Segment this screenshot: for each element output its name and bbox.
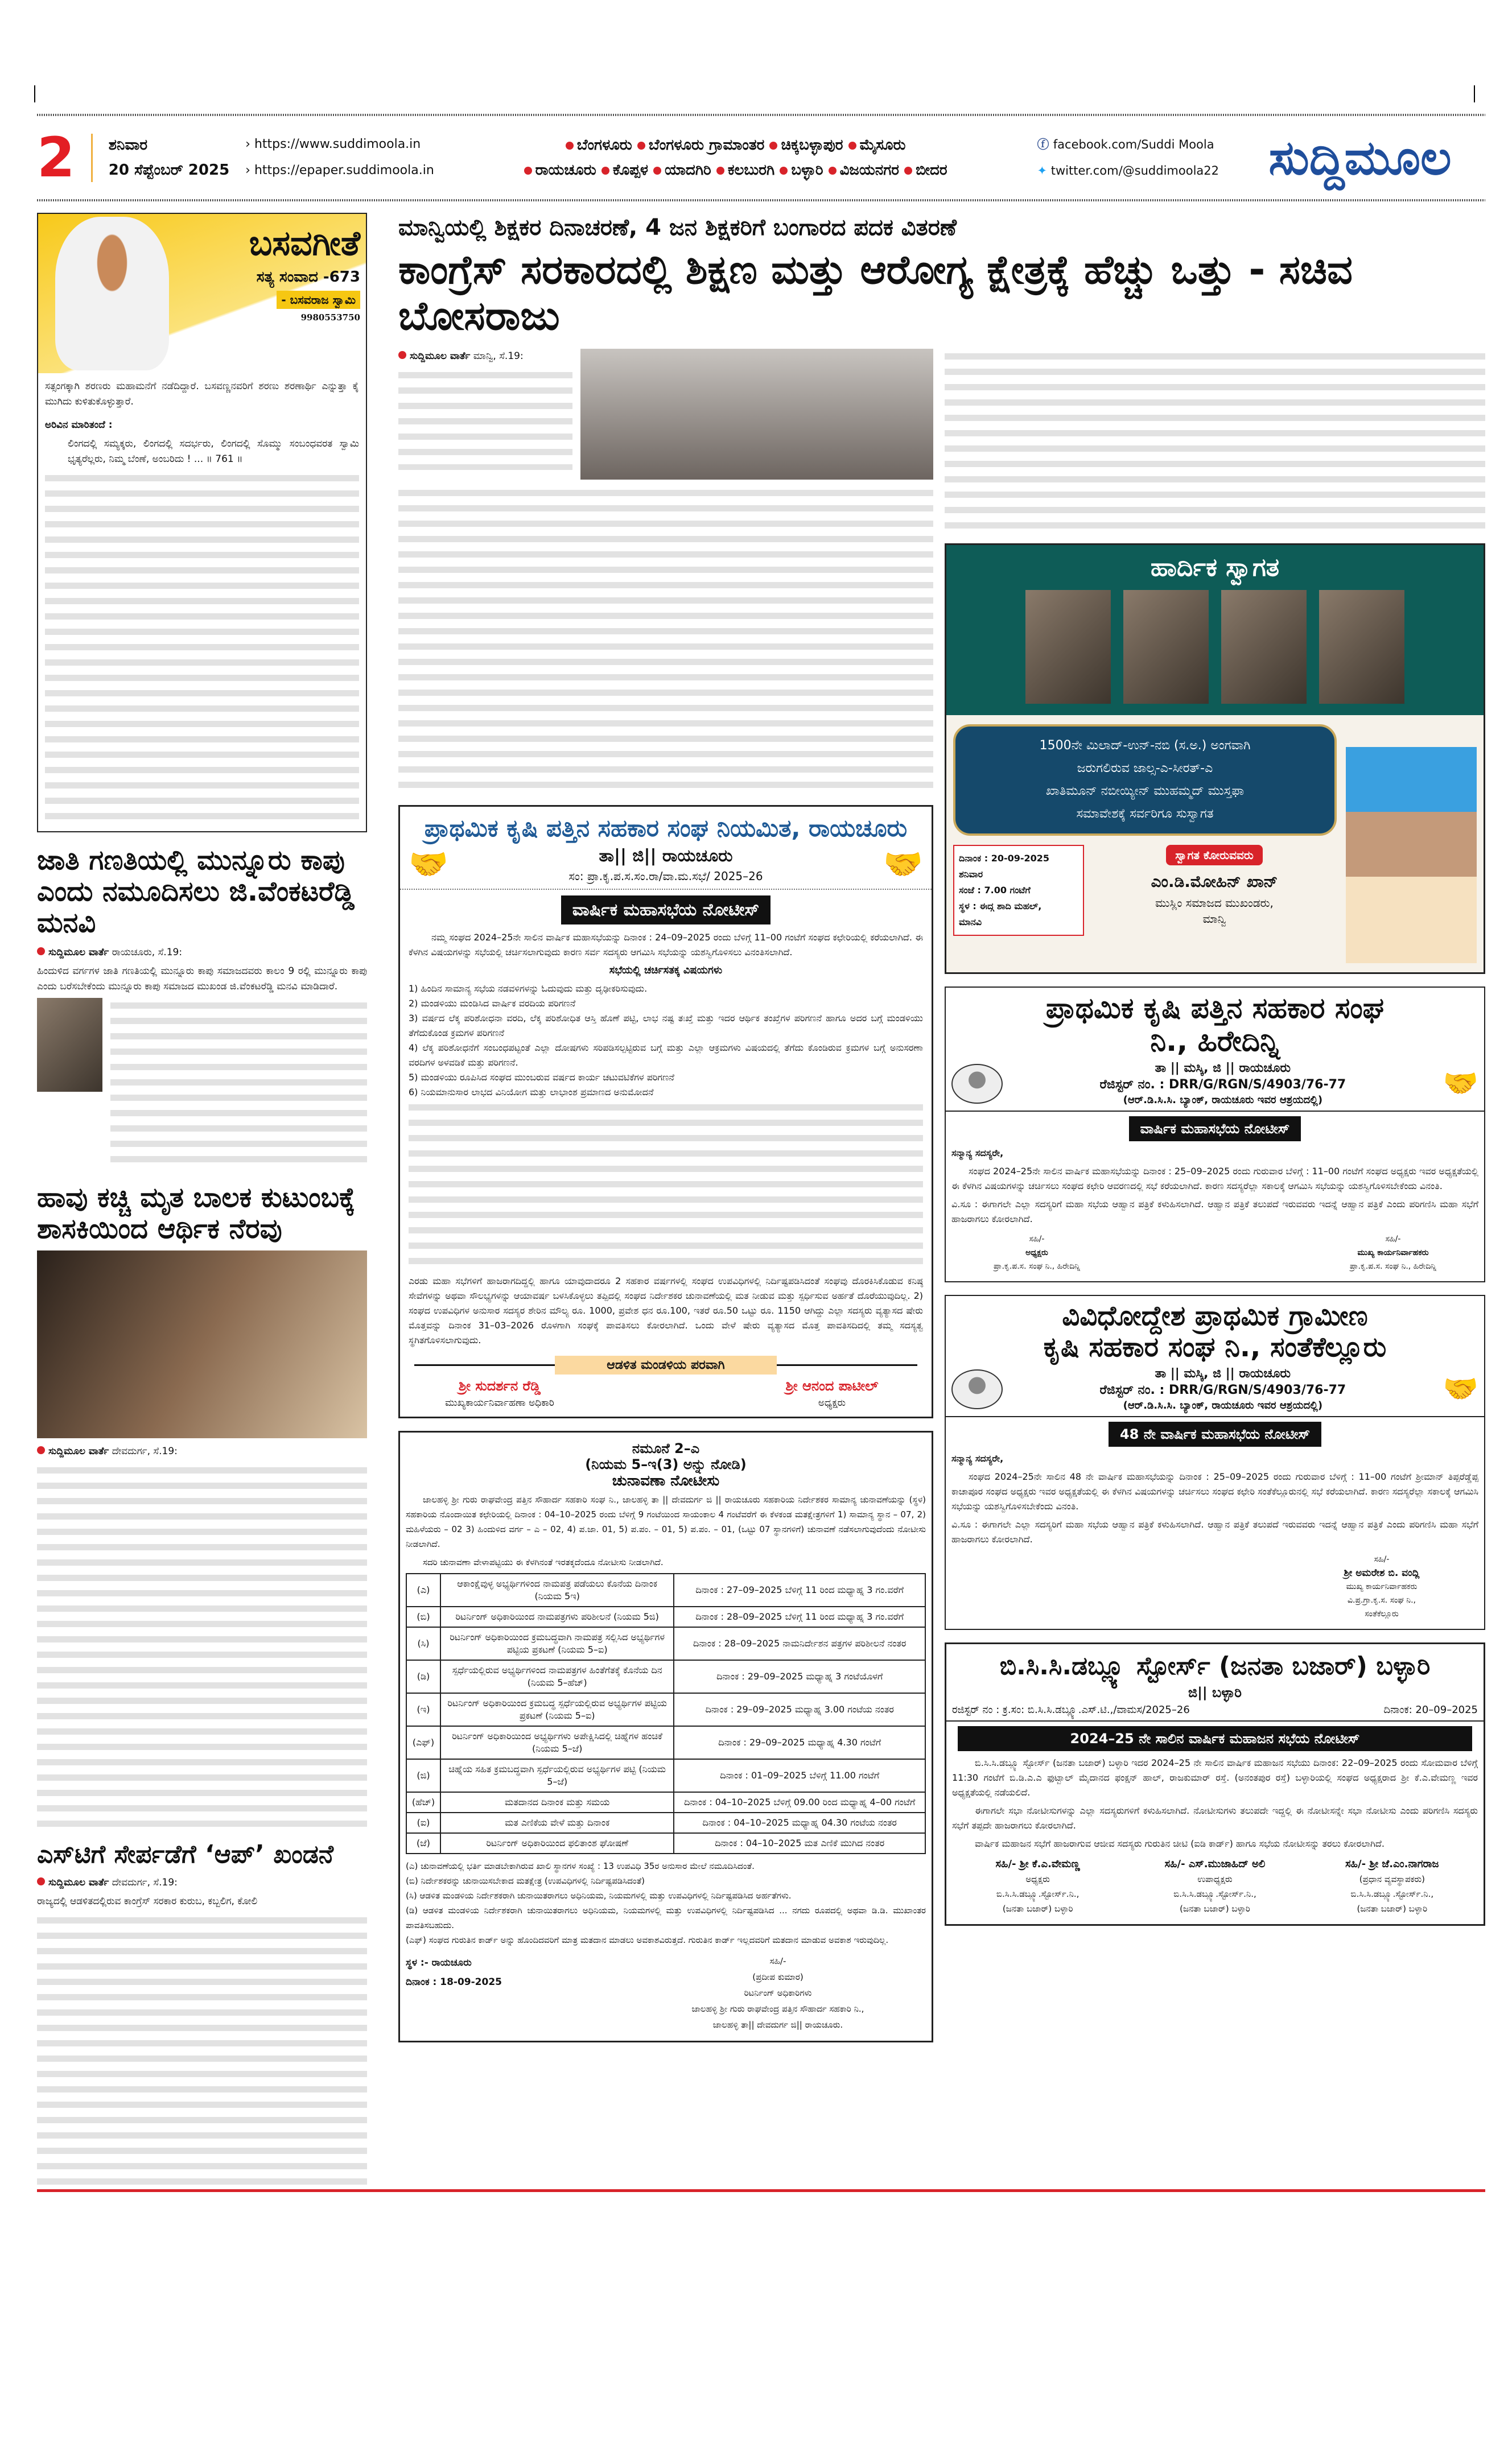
lead-body xyxy=(398,349,933,480)
schedule-item: ಆಕಾಂಕ್ಷೆವುಳ್ಳ ಅಭ್ಯರ್ಥಿಗಳಿಂದ ನಾಮಪತ್ರ ಪಡೆಯಲು ಕೊನೆಯ ದಿನಾಂಕ (ನಿಯಮ 5ಇ) xyxy=(440,1574,674,1607)
schedule-k: (ಇ) xyxy=(406,1693,440,1726)
board-label: ಆಡಳಿತ ಮಂಡಳಿಯ ಪರವಾಗಿ xyxy=(555,1356,777,1375)
title-line: ವಿವಿಧೋದ್ದೇಶ ಪ್ರಾಥಮಿಕ ಗ್ರಾಮೀಣ xyxy=(1062,1300,1368,1332)
schedule-item: ಚಿಹ್ನೆಯ ಸಹಿತ ಕ್ರಮಬದ್ಧವಾಗಿ ಸ್ಪರ್ಧೆಯಲ್ಲಿರುವ ಅಭ್ಯರ್ಥಿಗಳ ಪಟ್ಟಿ (ನಿಯಮ 5–ಜೆ) xyxy=(440,1759,674,1792)
signature-line: (ಪ್ರಧಾನ ವ್ಯವಸ್ಥಾಪಕರು) xyxy=(1359,1873,1425,1884)
schedule-row xyxy=(406,1726,925,1759)
banner-wrap xyxy=(409,895,923,924)
city: ವಿಜಯನಗರ xyxy=(829,162,904,179)
dateline: ದೇವದುರ್ಗ, ಸೆ.19: xyxy=(112,1876,178,1888)
schedule-when: ದಿನಾಂಕ : 28–09–2025 ನಾಮನಿರ್ದೇಶನ ಪತ್ರಗಳ ಪರಿಶೀಲನೆ ನಂತರ xyxy=(674,1627,925,1660)
schedule-when: ದಿನಾಂಕ : 29–09–2025 ಮಧ್ಯಾಹ್ನ 3 ಗಂಟೆಯೊಳಗೆ xyxy=(674,1660,925,1693)
signature-line: ಬಿ.ಸಿ.ಸಿ.ಡಬ್ಲ್ಯೂ.ಸ್ಟೋರ್ಸ್.ನಿ., xyxy=(1350,1888,1434,1899)
notice-title xyxy=(951,1301,1478,1363)
agenda-item: 5) ಮಂಡಳಿಯು ರೂಪಿಸಿದ ಸಂಘದ ಮುಂಬರುವ ವರ್ಷದ ಕಾರ್ಯ ಚಟುವಟಿಕೆಗಳ ಪರಿಗಣನೆ xyxy=(409,1072,674,1083)
lead-kicker: ಮಾನ್ವಿಯಲ್ಲಿ ಶಿಕ್ಷಕರ ದಿನಾಚರಣೆ, 4 ಜನ ಶಿಕ್ಷಕರಿಗೆ ಬಂಗಾರದ ಪದಕ ವಿತರಣೆ xyxy=(398,214,957,241)
basava-verse: ಲಿಂಗದಲ್ಲಿ ಸಮ್ಯಕ್ಕರು, ಲಿಂಗದಲ್ಲಿ ಸದರ್ಭರು, ಲಿಂಗದಲ್ಲಿ ಸೊಮ್ಮು ಸಂಬಂಧವರತ ಸ್ವಾಮಿ ಭೃತ್ಯರೆಲ್ಲರು, ನಿಮ್ಮ ಬೆಂಣೆ, ಅಂಬರಿದು ! ... ॥ 761 ॥ xyxy=(68,438,359,465)
schedule-row xyxy=(406,1627,925,1660)
schedule-item: ಮತದಾನದ ದಿನಾಂಕ ಮತ್ತು ಸಮಯ xyxy=(440,1792,674,1813)
page-body xyxy=(37,213,1485,2186)
bullet-icon xyxy=(398,351,406,359)
notice-place: ತಾ || ಮಸ್ಕಿ, ಜಿ || ರಾಯಚೂರು xyxy=(1155,1367,1291,1381)
lead-body-lines xyxy=(398,368,572,470)
caste-story xyxy=(37,945,367,1169)
signature-line: ಜಾಲಹಳ್ಳಿ ಶ್ರೀ ಗುರು ರಾಘವೇಂದ್ರ ಪತ್ತಿನ ಸೌಹಾರ್ದ ಸಹಕಾರಿ ನಿ., xyxy=(691,2004,864,2015)
paragraph: ವಾರ್ಷಿಕ ಮಹಾಜನ ಸಭೆಗೆ ಹಾಜರಾಗುವ ಆಜೀವ ಸದಸ್ಯರು ಗುರುತಿನ ಚೀಟಿ (ಐಡಿ ಕಾರ್ಡ್) ಹಾಗೂ ಸಭೆಯ ನೋಟೀಸನ್ನು ತರಲು ಕೋರಲಾಗಿದೆ. xyxy=(975,1838,1385,1849)
crop-mark xyxy=(1474,85,1475,102)
basava-banner xyxy=(38,214,366,373)
byline-line xyxy=(37,1444,367,1459)
ad-line: ಜರುಗಲಿರುವ ಜಾಲ್ಸ-ಎ-ಸೀರತ್-ಎ xyxy=(1077,761,1213,775)
notice-intro: ನಮ್ಮ ಸಂಘದ 2024–25ನೇ ಸಾಲಿನ ವಾರ್ಷಿಕ ಮಹಾಸಭೆಯನ್ನು ದಿನಾಂಕ : 24–09–2025 ರಂದು ಬೆಳಿಗ್ಗೆ 11–00 ಗಂಟೆಗೆ ಸಂಘದ ಕಛೇರಿಯಲ್ಲಿ ಕರೆಯಲಾಗಿದೆ. ಈ ಕೆಳಗಿನ ವಿಷಯಗಳನ್ನು ಸಭೆಯಲ್ಲಿ ಚರ್ಚಿಸಲಾಗುವುದು ಕಾರಣ ಸರ್ವ ಸದಸ್ಯರು ಆಗಮಿಸಿ ಸಭೆಯನ್ನು ಯಶಸ್ವಿಗೊಳಿಸಲು ವಿನಂತಿಸಲಾಗಿದೆ. xyxy=(409,932,923,958)
issue-info xyxy=(109,133,229,183)
notice-ref: ಸಂ: ಪ್ರಾ.ಕೃ.ಪ.ಸ.ಸಂ.ರಾ/ವಾ.ಮ.ಸಭೆ/ 2025–26 xyxy=(568,869,763,883)
notice-banner: ವಾರ್ಷಿಕ ಮಹಾಸಭೆಯ ನೋಟೀಸ್ xyxy=(561,895,771,924)
salutation: ಸನ್ಮಾನ್ಯ ಸದಸ್ಯರೇ, xyxy=(951,1148,1004,1158)
handshake-icon: 🤝 xyxy=(1443,1067,1478,1100)
left-column xyxy=(37,213,367,2186)
header-bottom-rule xyxy=(37,199,1485,201)
notice-text: ಸಂಘದ 2024–25ನೇ ಸಾಲಿನ 48 ನೇ ವಾರ್ಷಿಕ ಮಹಾಸಭೆಯನ್ನು ದಿನಾಂಕ : 25–09–2025 ರಂದು ಗುರುವಾರ ಬೆಳಿಗ್ಗೆ : 11–00 ಗಂಟೆಗೆ ಶ್ರೀಮಾನ್ ತಿಪ್ಪರೆಡ್ಡೆಪ್ಪ ಕಾಚಾಪೂರ ಸಂಘದ ಅಧ್ಯಕ್ಷರು ಇವರ ಅಧ್ಯಕ್ಷತೆಯಲ್ಲಿ ಈ ಕೆಳಗಿನ ವಿಷಯಗಳನ್ನು ಚರ್ಚಿಸಲು ಸಂಘದ ಕಛೇರಿ ಸಂತೆಕೆಲ್ಲೂರುನಲ್ಲಿ ಸಭೆ ಕರೆಯಲಾಗಿದೆ. ಕಾರಣ ಸದಸ್ಯರೆಲ್ಲಾ ಸಕಾಲಕ್ಕೆ ಆಗಮಿಸಿ ಸಭೆಯನ್ನು ಯಶಸ್ವಿಗೊಳಿಸಬೇಕೆಂದು ವಿನಂತಿ. xyxy=(951,1471,1478,1512)
right-column xyxy=(945,349,1485,1938)
schedule-item: ರಿಟರ್ನಿಂಗ್ ಅಧಿಕಾರಿಯಿಂದ ಕ್ರಮಬದ್ಧವಾಗಿ ನಾಮಪತ್ರ ಸಲ್ಲಿಸಿದ ಅಭ್ಯರ್ಥಿಗಳ ಪಟ್ಟಿಯ ಪ್ರಕಟಣೆ (ನಿಯಮ 5–ಐ) xyxy=(440,1627,674,1660)
schedule-item: ರಿಟರ್ನಿಂಗ್ ಅಧಿಕಾರಿಯಿಂದ ಕ್ರಮಬದ್ಧ ಸ್ಪರ್ಧೆಯಲ್ಲಿರುವ ಅಭ್ಯರ್ಥಿಗಳ ಪಟ್ಟಿಯ ಪ್ರಕಟಣೆ (ನಿಯಮ 5–ಐ) xyxy=(440,1693,674,1726)
election-date: ದಿನಾಂಕ : 18-09-2025 xyxy=(406,1976,502,1988)
links xyxy=(245,131,434,184)
ad-title: ಹಾರ್ದಿಕ ಸ್ವಾಗತ xyxy=(1150,553,1280,582)
edition-cities-row1 xyxy=(450,133,1021,158)
event-time: ಸಂಜೆ : 7.00 ಗಂಟೆಗೆ xyxy=(959,885,1031,895)
city: ಕಲಬುರಗಿ xyxy=(716,162,780,179)
notice-body xyxy=(951,1146,1478,1227)
election-note: (ಸಿ) ಆಡಳಿತ ಮಂಡಳಿಯ ನಿರ್ದೇಶಕರಾಗಿ ಚುನಾಯಿತರಾಗಲು ಅಧಿನಿಯಮ, ನಿಯಮಗಳಲ್ಲಿ ಮತ್ತು ಉಪವಿಧಿಗಳಲ್ಲಿ ನಿರ್ದಿಷ್ಟಪಡಿಸಿದ ಅರ್ಹತೆಗಳು. xyxy=(406,1891,792,1901)
schedule-row xyxy=(406,1813,925,1833)
signature-line: (ಜನತಾ ಬಜಾರ್) ಬಳ್ಳಾರಿ xyxy=(1180,1903,1250,1914)
signature-line: ಅಧ್ಯಕ್ಷರು xyxy=(1025,1873,1050,1884)
election-note: (ಡಿ) ಆಡಳಿತ ಮಂಡಳಿಯ ನಿರ್ದೇಶಕರಾಗಿ ಚುನಾಯಿತರಾಗಲು ಅಧಿನಿಯಮ, ನಿಯಮಗಳಲ್ಲಿ ಮತ್ತು ಉಪವಿಧಿಗಳಲ್ಲಿ ನಿರ್ದಿಷ್ಟಪಡಿಸಿದ ... ನಗದು ರೂಪದಲ್ಲಿ ಅಥವಾ ಡಿ.ಡಿ. ಮುಖಾಂತರ ಪಾವತಿಸಬಹುದು. xyxy=(406,1905,926,1931)
lead-photo xyxy=(580,349,933,480)
election-note: (ಎ) ಚುನಾವಣೆಯಲ್ಲಿ ಭರ್ತಿ ಮಾಡಬೇಕಾಗಿರುವ ಖಾಲಿ ಸ್ಥಾನಗಳ ಸಂಖ್ಯೆ : 13 ಉಪವಿಧಿ 35ರ ಅನುಸಾರ ಮೇಲೆ ನಮೂದಿಸಿದಂತೆ. xyxy=(406,1861,755,1872)
raichur-pacs-notice xyxy=(398,805,933,1418)
signature-line: ಸಹಿ/- ಶ್ರೀ ಜೆ.ಎಂ.ನಾಗರಾಜ xyxy=(1345,1858,1439,1870)
signature-line: ಸಹಿ/- ಎಸ್.ಮುಜಾಹಿದ್ ಅಲಿ xyxy=(1164,1858,1266,1870)
basava-subhead: ಅರಿವಿನ ಮಾರಿತಂದೆ : xyxy=(45,419,113,431)
notice-reg: ರೆಜಿಸ್ಟರ್ ನಂ. : DRR/G/RGN/S/4903/76-77 xyxy=(1099,1078,1346,1092)
notice-body xyxy=(951,1451,1478,1547)
signature-block xyxy=(952,1857,1123,1916)
aap-story xyxy=(37,1875,367,2186)
notice-place: ತಾ || ಮಸ್ಕಿ, ಜಿ || ರಾಯಚೂರು xyxy=(1155,1061,1291,1075)
title-line: ಪ್ರಾಥಮಿಕ ಕೃಷಿ ಪತ್ತಿನ ಸಹಕಾರ ಸಂಘ xyxy=(1045,992,1385,1025)
lead-body-lines xyxy=(398,485,933,793)
signature-line: ಬಿ.ಸಿ.ಸಿ.ಡಬ್ಲ್ಯೂ.ಸ್ಟೋರ್ಸ್.ನಿ., xyxy=(1173,1888,1256,1899)
issue-date: 20 ಸೆಪ್ಟೆಂಬರ್ 2025 xyxy=(108,162,230,179)
handshake-icon: 🤝 xyxy=(409,846,448,884)
guest-photo xyxy=(1319,590,1404,704)
election-intro: ಜಾಲಹಳ್ಳಿ ಶ್ರೀ ಗುರು ರಾಘವೇಂದ್ರ ಪತ್ತಿನ ಸೌಹಾರ್ದ ಸಹಕಾರಿ ಸಂಘ ನಿ., ಜಾಲಹಳ್ಳಿ ತಾ || ದೇವದುರ್ಗ ಜಿ || ರಾಯಚೂರು ಸಹಕಾರಿಯ ನಿರ್ದೇಶಕರ ಸಾಮಾನ್ಯ ಚುನಾವಣೆಯನ್ನು (ಸ್ಥಳ) ಸಹಕಾರಿಯ ನೊಂದಾಯಿತ ಕಛೇರಿಯಲ್ಲಿ ದಿನಾಂಕ : 04–10–2025 ರಂದು ಬೆಳಿಗ್ಗೆ 9 ಗಂಟೆಯಿಂದ ಸಾಯಂಕಾಲ 4 ಗಂಟೆವರೆಗೆ ಈ ಕೆಳಕಂಡ ಮತಕ್ಷೇತ್ರಗಳಿಗೆ 1) ಸಾಮಾನ್ಯ ಸ್ಥಾನ – 07, 2) ಮಹಿಳೆಯರು – 02 3) ಹಿಂದುಳಿದ ವರ್ಗ – ಎ – 02, 4) ಪ.ಜಾ. 01, 5) ಪ.ಪಂ. – 01, 5) ಪ.ಪಂ. – 01, (ಒಟ್ಟು 07 ಸ್ಥಾನಗಳಿಗೆ) ಚುನಾವಣೆ ನಡೆಸಲಾಗುವುದೆಂದು ನೋಟೀಸು ನೀಡಲಾಗಿದೆ. xyxy=(406,1495,926,1550)
ad-line: 1500ನೇ ಮಿಲಾದ್-ಉನ್-ನಬಿ (ಸ.ಅ.) ಅಂಗವಾಗಿ xyxy=(1039,738,1251,753)
notice-text: ಸಂಘದ 2024–25ನೇ ಸಾಲಿನ ವಾರ್ಷಿಕ ಮಹಾಸಭೆಯನ್ನು ದಿನಾಂಕ : 25–09–2025 ರಂದು ಗುರುವಾರ ಬೆಳಿಗ್ಗೆ : 11–00 ಗಂಟೆಗೆ ಸಂಘದ ಅಧ್ಯಕ್ಷರು ಇವರ ಅಧ್ಯಕ್ಷತೆಯಲ್ಲಿ ಈ ಕೆಳಗಿನ ವಿಷಯಗಳನ್ನು ಚರ್ಚಿಸಲು ಸಂಘದ ಕಛೇರಿ ಆವರಣದಲ್ಲಿ ಸಭೆ ಕರೆಯಲಾಗಿದೆ. ಕಾರಣ ಸದಸ್ಯರೆಲ್ಲಾ ಸಕಾಲಕ್ಕೆ ಆಗಮಿಸಿ ಸಭೆಯನ್ನು ಯಶಸ್ವಿಗೊಳಿಸಬೇಕೆಂದು ವಿನಂತಿ. xyxy=(951,1166,1478,1191)
notice-title: ಬಿ.ಸಿ.ಸಿ.ಡಬ್ಲ್ಯೂ ಸ್ಟೋರ್ಸ್ (ಜನತಾ ಬಜಾರ್) ಬಳ್ಳಾರಿ xyxy=(999,1652,1431,1681)
lead-headline: ಕಾಂಗ್ರೆಸ್ ಸರಕಾರದಲ್ಲಿ ಶಿಕ್ಷಣ ಮತ್ತು ಆರೋಗ್ಯ ಕ್ಷೇತ್ರಕ್ಕೆ ಹೆಚ್ಚು ಒತ್ತು - ಸಚಿವ ಬೋಸರಾಜು xyxy=(398,246,1353,339)
header-top-rule xyxy=(37,114,1485,116)
event-date: ದಿನಾಂಕ : 20-09-2025 xyxy=(959,853,1050,864)
schedule-item: ರಿಟರ್ನಿಂಗ್ ಅಧಿಕಾರಿಯಿಂದ ಫಲಿತಾಂಶ ಘೋಷಣೆ xyxy=(440,1833,674,1854)
handshake-icon: 🤝 xyxy=(1443,1372,1478,1406)
notice-body xyxy=(409,930,923,1348)
schedule-item: ರಿಟರ್ನಿಂಗ್ ಅಧಿಕಾರಿಯಿಂದ ಅಭ್ಯರ್ಥಿಗಳು ಅಪೇಕ್ಷಿಸಿದಲ್ಲಿ ಚಿಹ್ನೆಗಳ ಹಂಚಿಕೆ (ನಿಯಮ 5–ಜೆ) xyxy=(440,1726,674,1759)
divider xyxy=(946,1111,1484,1112)
footer-rule xyxy=(37,2189,1485,2192)
signature-line: (ಪ್ರದೀಪ ಕುಮಾರ) xyxy=(752,1972,804,1983)
welcome-ad xyxy=(945,543,1485,974)
schedule-when: ದಿನಾಂಕ : 29–09–2025 ಮಧ್ಯಾಹ್ನ 4.30 ಗಂಟೆಗೆ xyxy=(674,1726,925,1759)
signatures xyxy=(952,1857,1478,1916)
election-schedule-table xyxy=(406,1573,926,1854)
schedule-k: (ಹೆಚ್) xyxy=(406,1792,440,1813)
dateline: ದೇವದುರ್ಗ, ಸೆ.19: xyxy=(112,1445,178,1457)
sig-right-role: ಅಧ್ಯಕ್ಷರು xyxy=(818,1397,846,1409)
event-town: ಮಾನವಿ xyxy=(959,917,982,927)
basava-title: ಬಸವಗೀತೆ xyxy=(249,224,360,263)
chevron-right-icon: › xyxy=(245,163,254,178)
lead-body-lines xyxy=(945,349,1485,531)
ad-message-panel xyxy=(953,724,1337,836)
schedule-k: (ಬಿ) xyxy=(406,1607,440,1627)
salutation: ಸನ್ಮಾನ್ಯ ಸದಸ್ಯರೇ, xyxy=(951,1453,1004,1464)
bullet-icon xyxy=(37,1877,45,1885)
schedule-row xyxy=(406,1607,925,1627)
ad-line: ಖಾತಿಮೂನ್ ನಬೀಯ್ಯೀನ್ ಮುಹಮ್ಮದ್ ಮುಸ್ತಫಾ xyxy=(1045,784,1245,798)
notice-place: ತಾ|| ಜಿ|| ರಾಯಚೂರು xyxy=(599,845,733,866)
bullet-icon xyxy=(37,947,45,955)
bullet-icon xyxy=(37,1446,45,1454)
sig-left-role: ಮುಖ್ಯಕಾರ್ಯನಿರ್ವಾಹಣಾ ಅಧಿಕಾರಿ xyxy=(445,1397,554,1409)
twitter-link[interactable]: ✦ twitter.com/@suddimoola22 xyxy=(1037,164,1219,178)
paragraph: ಬಿ.ಸಿ.ಸಿ.ಡಬ್ಲ್ಯೂ ಸ್ಟೋರ್ಸ್ (ಜನತಾ ಬಜಾರ್) ಬಳ್ಳಾರಿ ಇದರ 2024–25 ನೇ ಸಾಲಿನ ವಾರ್ಷಿಕ ಮಹಾಜನ ಸಭೆಯು ದಿನಾಂಕ: 22–09–2025 ರಂದು ಸೋಮವಾರ ಬೆಳಿಗ್ಗೆ 11:30 ಗಂಟೆಗೆ ಬಿ.ಡಿ.ಎ.ಎ ಫುಟ್ಬಾಲ್ ಮೈದಾನದ ಫಂಕ್ಷನ್ ಹಾಲ್, ರಾಜಕುಮಾರ್ ರಸ್ತೆ. (ಅನಂತಪುರ ರಸ್ತೆ) ಬಳ್ಳಾರಿಯಲ್ಲಿ ಸಂಘದ ಅಧ್ಯಕ್ಷರಾದ ಶ್ರೀ ಕೆ.ಎ.ವೇಮಣ್ಣ ಇವರ ಅಧ್ಯಕ್ಷತೆಯಲ್ಲಿ ನಡೆಯಲಿದೆ. xyxy=(952,1757,1478,1798)
schedule-row xyxy=(406,1792,925,1813)
founder-portrait xyxy=(951,1369,1003,1409)
edition-cities-row2 xyxy=(450,158,1021,183)
schedule-k: (ಡಿ) xyxy=(406,1660,440,1693)
schedule-when: ದಿನಾಂಕ : 04–10–2025 ಬೆಳಿಗ್ಗೆ 09.00 ರಿಂದ ಮಧ್ಯಾಹ್ನ 4–00 ಗಂಟೆಗೆ xyxy=(674,1792,925,1813)
sig-right-name: ಶ್ರೀ ಆನಂದ ಪಾಟೀಲ್ xyxy=(785,1378,879,1394)
event-day: ಶನಿವಾರ xyxy=(959,869,983,880)
agenda-more-lines xyxy=(409,1100,923,1270)
city: ಮೈಸೂರು xyxy=(848,137,906,154)
host-place: ಮಾನ್ವಿ xyxy=(1202,912,1226,926)
schedule-row xyxy=(406,1759,925,1792)
divider xyxy=(777,1364,917,1366)
snakebite-body-lines xyxy=(37,1463,367,1827)
rule-ref: (ನಿಯಮ 5–ಇ(3) ಅನ್ನು ನೋಡಿ) xyxy=(585,1456,747,1473)
agenda-item: 6) ನಿಯಮಾನುಸಾರ ಲಾಭದ ವಿನಿಯೋಗ ಮತ್ತು ಲಾಭಾಂಶ ಪ್ರಮಾಣದ ಅನುಮೋದನೆ xyxy=(409,1087,654,1098)
basava-intro: ಸತ್ಸಂಗಕ್ಕಾಗಿ ಶರಣರು ಮಹಾಮನೆಗೆ ನಡೆದಿದ್ದಾರೆ. ಬಸವಣ್ಣನವರಿಗೆ ಶರಣು ಶರಣಾರ್ಥಿ ಎನ್ನುತ್ತಾ ಕೈ ಮುಗಿದು ಕುಳಿತುಕೊಳ್ಳುತ್ತಾರೆ. xyxy=(45,381,359,407)
lede: ಹಿಂದುಳಿದ ವರ್ಗಗಳ ಜಾತಿ ಗಣತಿಯಲ್ಲಿ ಮುನ್ನೂರು ಕಾಪು ಸಮಾಜದವರು ಕಾಲಂ 9 ರಲ್ಲಿ ಮುನ್ನೂರು ಕಾಪು ಎಂದು ಬರೆಸಬೇಕೆಂದು ಮುನ್ನೂರು ಕಾಪು ಸಮಾಜದ ಮುಖಂಡ ಜಿ.ವೆಂಕಟರೆಡ್ಡಿ ಮನವಿ ಮಾಡಿದಾರೆ. xyxy=(37,965,367,992)
notice-closing: ಎರಡು ಮಹಾ ಸಭೆಗಳಿಗೆ ಹಾಜರಾಗದಿದ್ದಲ್ಲಿ ಹಾಗೂ ಯಾವುದಾದರೂ 2 ಸಹಕಾರ ವರ್ಷಗಳಲ್ಲಿ ಸಂಘದ ಉಪವಿಧಿಗಳಲ್ಲಿ ನಿರ್ದಿಷ್ಟಪಡಿಸಿದಂತೆ ಸಂಘವು ದೊರಕಿಸಿಕೊಡುವ ಕನಿಷ್ಠ ಸೇವೆಗಳನ್ನು ಅಥವಾ ಸೌಲಭ್ಯಗಳನ್ನು ಆಯಾವರ್ಷ ಬಳಸಿಕೊಳ್ಳಲು ತಪ್ಪಿದಲ್ಲಿ ಸಂಘದ ನಿರ್ದೇಶಕರ ಚುನಾವಣೆಯಲ್ಲಿ ಮತ ನೀಡುವ ಮತ್ತು ಸ್ಪರ್ಧಿಸುವ ಅರ್ಹತೆ ದೊರೆಯುವುದಿಲ್ಲ. 2) ಸಂಘದ ಉಪವಿಧಿಗಳ ಅನುಸಾರ ಸದಸ್ಯರ ಶೇರಿನ ಮೌಲ್ಯ ರೂ. 1000, ಪ್ರವೇಶ ಧನ ರೂ.100, ಇತರೆ ರೂ.50 ಒಟ್ಟು ರೂ. 1150 ಆಗಿದ್ದು ಎಲ್ಲಾ ಸದಸ್ಯರು ವ್ಯತ್ಯಾಸದ ಷೇರು ಮೊತ್ತವನ್ನು ದಿನಾಂಕ 31–03–2026 ರೊಳಗಾಗಿ ಸಂಘಕ್ಕೆ ಪಾವತಿಸಲು ಕೋರಲಾಗಿದೆ. ಒಂದು ವೇಳೆ ಷೇರು ವ್ಯತ್ಯಾಸದ ಮೊತ್ತ ಪಾವತಿಸದಿದಲ್ಲಿ ತಮ್ಮ ಸದಸ್ಯತ್ವ ಸ್ಥಗಿತಗೊಳಿಸಲಾಗುವುದು. xyxy=(409,1276,923,1346)
schedule-when: ದಿನಾಂಕ : 29–09–2025 ಮಧ್ಯಾಹ್ನ 3.00 ಗಂಟೆಯ ನಂತರ xyxy=(674,1693,925,1726)
edition-cities xyxy=(450,133,1021,183)
page-number: 2 xyxy=(37,126,75,189)
santhekellur-pacs-notice xyxy=(945,1295,1485,1630)
schedule-when: ದಿನಾಂಕ : 28–09–2025 ಬೆಳಿಗ್ಗೆ 11 ರಿಂದ ಮಧ್ಯಾಹ್ನ 3 ಗಂ.ವರೆಗೆ xyxy=(674,1607,925,1627)
notice-date: ದಿನಾಂಕ: 20–09–2025 xyxy=(1383,1703,1478,1716)
founder-portrait xyxy=(951,1064,1003,1104)
host-role: ಮುಸ್ಲಿಂ ಸಮಾಜದ ಮುಖಂಡರು, xyxy=(1155,896,1274,910)
agenda-list xyxy=(409,981,923,1100)
masthead-logo: ಸುದ್ದಿಮೂಲ xyxy=(1268,130,1452,185)
sig-left-name: ಶ್ರೀ ಸುದರ್ಶನ ರೆಡ್ಡಿ xyxy=(458,1378,541,1394)
basava-series: ಸತ್ಯ ಸಂವಾದ -673 xyxy=(256,269,360,286)
agenda-item: 4) ಲೆಕ್ಕ ಪರಿಶೋಧನೆಗೆ ಸಂಬಂಧಪಟ್ಟಂತೆ ಎಲ್ಲಾ ದೋಷಗಳು ಸರಿಪಡಿಸಲ್ಪಟ್ಟಿರುವ ಬಗ್ಗೆ ಮತ್ತು ಎಲ್ಲಾ ಆಕ್ರಮಗಳು ವಿಷಯದಲ್ಲಿ ತೆಗೆದು ಕೊಂಡಿರುವ ಕ್ರಮಗಳ ಬಗ್ಗೆ ಅನುಸರಣಾ ವರದಿಗಳ ಅಳವಡಿಕೆ ಮತ್ತು ಪರಿಗಣನೆ. xyxy=(409,1042,923,1068)
signature-line: ಸಹಿ/- ಶ್ರೀ ಕೆ.ಎ.ವೇಮಣ್ಣ xyxy=(995,1858,1080,1870)
city: ಬಳ್ಳಾರಿ xyxy=(780,162,828,179)
schedule-k: (ಜೆ) xyxy=(406,1833,440,1854)
schedule-k: (ಸಿ) xyxy=(406,1627,440,1660)
basava-geete-column xyxy=(37,213,367,832)
byline-line xyxy=(37,945,367,960)
facebook-link[interactable]: ⓕ facebook.com/Suddi Moola xyxy=(1037,138,1214,151)
snakebite-photo xyxy=(37,1250,367,1438)
aap-headline: ಎಸ್‌ಟಿಗೆ ಸೇರ್ಪಡೆಗೆ ‘ಆಪ್’ ಖಂಡನೆ xyxy=(37,1839,333,1869)
signature-line: ಜಾಲಹಳ್ಳಿ ತಾ|| ದೇವದುರ್ಗ ಜಿ|| ರಾಯಚೂರು. xyxy=(712,2020,843,2030)
host-name: ಎಂ.ಡಿ.ಮೋಹಿನ್ ಖಾನ್ xyxy=(1151,872,1278,891)
ad-line: ಸಮಾವೇಶಕ್ಕೆ ಸರ್ವರಿಗೂ ಸುಸ್ವಾಗತ xyxy=(1076,807,1214,821)
caste-body-lines xyxy=(110,998,367,1169)
host-badge: ಸ್ವಾಗತ ಕೋರುವವರು xyxy=(1166,845,1263,865)
notice-banner: 48 ನೇ ವಾರ್ಷಿಕ ಮಹಾಸಭೆಯ ನೋಟೀಸ್ xyxy=(1109,1422,1321,1447)
facebook-icon: ⓕ xyxy=(1037,138,1053,151)
schedule-item: ಸ್ಪರ್ಧೆಯಲ್ಲಿರುವ ಅಭ್ಯರ್ಥಿಗಳಿಂದ ನಾಮಪತ್ರಗಳ ಹಿಂತೆಗೆತಕ್ಕೆ ಕೊನೆಯ ದಿನ (ನಿಯಮ 5–ಹೆಚ್) xyxy=(440,1660,674,1693)
masthead xyxy=(37,122,1485,193)
dateline: ರಾಯಚೂರು, ಸೆ.19: xyxy=(112,946,183,958)
guest-photo xyxy=(1221,590,1307,704)
hiredinni-pacs-notice xyxy=(945,987,1485,1282)
twitter-icon: ✦ xyxy=(1037,164,1051,178)
crop-mark xyxy=(34,85,35,102)
signature-line: ರಿಟರ್ನಿಂಗ್ ಅಧಿಕಾರಿಗಳು xyxy=(744,1988,812,1999)
signature-line: (ಜನತಾ ಬಜಾರ್) ಬಳ್ಳಾರಿ xyxy=(1357,1903,1428,1914)
caste-headline: ಜಾತಿ ಗಣತಿಯಲ್ಲಿ ಮುನ್ನೂರು ಕಾಪು ಎಂದು ನಮೂದಿಸಲು ಜಿ.ವೆಂಕಟರೆಡ್ಡಿ ಮನವಿ xyxy=(37,844,355,939)
city: ಯಾದಗಿರಿ xyxy=(653,162,716,179)
divider xyxy=(946,1720,1484,1722)
city: ಬೆಂಗಳೂರು ಗ್ರಾಮಾಂತರ xyxy=(637,137,770,154)
social-links xyxy=(1037,131,1219,184)
schedule-when: ದಿನಾಂಕ : 04–10–2025 ಮಧ್ಯಾಹ್ನ 04.30 ಗಂಟೆಯ ನಂತರ xyxy=(674,1813,925,1833)
agenda-item: 2) ಮಂಡಳಿಯು ಮಂಡಿಸಿದ ವಾರ್ಷಿಕ ವರದಿಯ ಪರಿಗಣನೆ xyxy=(409,998,576,1009)
agenda-item: 1) ಹಿಂದಿನ ಸಾಮಾನ್ಯ ಸಭೆಯ ನಡವಳಿಗಳನ್ನು ಓದುವುದು ಮತ್ತು ದೃಢೀಕರಿಸುವುದು. xyxy=(409,983,648,994)
schedule-row xyxy=(406,1574,925,1607)
chevron-right-icon: › xyxy=(245,137,254,151)
schedule-k: (ಜಿ) xyxy=(406,1759,440,1792)
signature-line: ಬಿ.ಸಿ.ಸಿ.ಡಬ್ಲ್ಯೂ.ಸ್ಟೋರ್ಸ್.ನಿ., xyxy=(996,1888,1080,1899)
signature: ಸಹಿ/- ಶ್ರೀ ಅಮರೇಶ ಬಿ. ವಂದ್ಲಿ ಮುಖ್ಯ ಕಾರ್ಯನಿರ್ವಾಹಕರು ವಿ.ಪ್ರ.ಗ್ರಾ.ಕೃ.ಸ. ಸಂಘ ನಿ., ಸಂತೆಕೆಲ್ಲೂರು xyxy=(1344,1555,1420,1619)
divider xyxy=(414,1364,555,1366)
divider xyxy=(91,134,93,182)
guest-photo xyxy=(1025,590,1111,704)
center-column xyxy=(398,349,933,2055)
notice-reg: ರಜಿಸ್ಟರ್ ನಂ : ಕ್ರ.ಸಂ: ಬಿ.ಸಿ.ಸಿ.ಡಬ್ಲ್ಯೂ.ಎಸ್.ಟಿ.,/ವಾಮಸ/2025–26 xyxy=(952,1703,1190,1716)
notice-body xyxy=(952,1756,1478,1851)
returning-officer-signature xyxy=(630,1953,926,2033)
banner-wrap xyxy=(951,1116,1478,1141)
schedule-row xyxy=(406,1660,925,1693)
venkatareddy-photo xyxy=(37,998,102,1092)
byline: ಸುದ್ದಿಮೂಲ ವಾರ್ತೆ xyxy=(410,350,471,362)
election-note: (ಎಫ್) ಸಂಘದ ಗುರುತಿನ ಕಾರ್ಡ್ ಅನ್ನು ಹೊಂದಿದವರಿಗೆ ಮಾತ್ರ ಮತದಾನ ಮಾಡಲು ಅವಕಾಶವಿರುತ್ತದೆ. ಗುರುತಿನ ಕಾರ್ಡ್ ಇಲ್ಲದವರಿಗೆ ಮತದಾನ ಮಾಡುವ ಅವಕಾಶ ಇರುವುದಿಲ್ಲ. xyxy=(406,1935,889,1946)
right-area xyxy=(398,213,1485,2055)
title-line: ಕೃಷಿ ಸಹಕಾರ ಸಂಘ ನಿ., ಸಂತೆಕೆಲ್ಲೂರು xyxy=(1043,1331,1387,1364)
snakebite-story xyxy=(37,1444,367,1827)
website-link[interactable]: › https://www.suddimoola.in xyxy=(245,137,421,151)
byline: ಸುದ್ದಿಮೂಲ ವಾರ್ತೆ xyxy=(48,1876,109,1888)
divider xyxy=(400,889,932,890)
city: ಕೊಪ್ಪಳ xyxy=(601,162,653,179)
aap-body-lines xyxy=(37,1913,367,2186)
schedule-k: (ಎಫ್) xyxy=(406,1726,440,1759)
banner-wrap xyxy=(951,1422,1478,1447)
election-place: ಸ್ಥಳ :- ರಾಯಚೂರು xyxy=(406,1957,472,1969)
schedule-k: (ಎ) xyxy=(406,1574,440,1607)
divider xyxy=(946,1416,1484,1417)
signature-left: ಸಹಿ/- ಅಧ್ಯಕ್ಷರು ಪ್ರಾ.ಕೃ.ಪ.ಸ. ಸಂಘ ನಿ., ಹಿರೇದಿನ್ನಿ xyxy=(993,1235,1081,1271)
schedule-row xyxy=(406,1693,925,1726)
title-line: ನಿ., ಹಿರೇದಿನ್ನಿ xyxy=(1150,1024,1280,1058)
issue-day: ಶನಿವಾರ xyxy=(108,137,148,154)
city: ರಾಯಚೂರು xyxy=(524,162,601,179)
byline-line xyxy=(398,349,572,364)
city: ಚಿಕ್ಕಬಳ್ಳಾಪುರ xyxy=(769,137,848,154)
notice-aegis: (ಆರ್.ಡಿ.ಸಿ.ಸಿ. ಬ್ಯಾಂಕ್, ರಾಯಚೂರು ಇವರ ಆಶ್ರಯದಲ್ಲಿ) xyxy=(1123,1094,1323,1106)
election-notice xyxy=(398,1431,933,2042)
snakebite-headline: ಹಾವು ಕಚ್ಚಿ ಮೃತ ಬಾಲಕ ಕುಟುಂಬಕ್ಕೆ ಶಾಸಕಿಯಿಂದ ಆರ್ಥಿಕ ನೆರವು xyxy=(37,1181,356,1245)
notice-reg: ರೆಜಿಸ್ಟರ್ ನಂ. : DRR/G/RGN/S/4903/76-77 xyxy=(1099,1383,1346,1398)
guest-photo xyxy=(1123,590,1209,704)
notice-banner: 2024–25 ನೇ ಸಾಲಿನ ವಾರ್ಷಿಕ ಮಹಾಜನ ಸಭೆಯ ನೋಟೀಸ್ xyxy=(958,1726,1472,1751)
event-venue: ಸ್ಥಳ : ಈದ್ಗ ಶಾದಿ ಮಹಲ್, xyxy=(959,901,1042,911)
notice-title: ಪ್ರಾಥಮಿಕ ಕೃಷಿ ಪತ್ತಿನ ಸಹಕಾರ ಸಂಘ ನಿಯಮಿತ, ರಾಯಚೂರು xyxy=(424,814,908,842)
schedule-item: ಮತ ಎಣಿಕೆಯ ವೇಳೆ ಮತ್ತು ದಿನಾಂಕ xyxy=(440,1813,674,1833)
election-title: ಚುನಾವಣಾ ನೋಟೀಸು xyxy=(612,1472,720,1490)
event-details xyxy=(953,845,1084,936)
signature-block xyxy=(1307,1857,1478,1916)
schedule-when: ದಿನಾಂಕ : 04–10–2025 ಮತ ಎಣಿಕೆ ಮುಗಿದ ನಂತರ xyxy=(674,1833,925,1854)
basava-text xyxy=(38,373,366,823)
paragraph: ಈಗಾಗಲೇ ಸಭಾ ನೋಟೀಸುಗಳನ್ನು ಎಲ್ಲಾ ಸದಸ್ಯರುಗಳಿಗೆ ಕಳುಹಿಸಲಾಗಿದೆ. ನೋಟೀಸುಗಳು ತಲುಪದೇ ಇದ್ದಲ್ಲಿ ಈ ನೋಟೀಸನ್ನೇ ಸಭಾ ನೋಟೀಸು ಎಂದು ಪರಿಗಣಿಸಿ ಸದಸ್ಯರು ಸಭೆಗೆ ತಪ್ಪದೇ ಹಾಜರಾಗಲು ಕೋರಲಾಗಿದೆ. xyxy=(952,1805,1478,1831)
city: ಬೀದರ xyxy=(904,162,947,179)
bccw-stores-notice xyxy=(945,1642,1485,1926)
epaper-link[interactable]: › https://epaper.suddimoola.in xyxy=(245,163,434,178)
signature-block xyxy=(1129,1857,1300,1916)
schedule-row xyxy=(406,1833,925,1854)
ad-top-band xyxy=(946,545,1484,715)
notice-district: ಜಿ|| ಬಳ್ಳಾರಿ xyxy=(1188,1684,1242,1701)
basava-portrait xyxy=(55,217,169,370)
schedule-when: ದಿನಾಂಕ : 27–09–2025 ಬೆಳಿಗ್ಗೆ 11 ರಿಂದ ಮಧ್ಯಾಹ್ನ 3 ಗಂ.ವರೆಗೆ xyxy=(674,1574,925,1607)
byline-line xyxy=(37,1875,367,1891)
agenda-item: 3) ವರ್ಷದ ಲೆಕ್ಕ ಪರಿಶೋಧನಾ ವರದಿ, ಲೆಕ್ಕ ಪರಿಶೋಧಿತ ಆಸ್ತಿ ಹೊಣೆ ಪಟ್ಟಿ, ಲಾಭ ನಷ್ಟ ತಃಖ್ತೆ ಮತ್ತು ಇದರ ಆರ್ಥಿಕ ತಂಖ್ತೆಗಳ ಪರಿಗಣನೆ ಹಾಗೂ ಅದರ ಬಗ್ಗೆ ಮಂಡಳಿಯು ತೆಗೆದುಕೊಂಡ ಕ್ರಮಗಳ ಪರಿಗಣನೆ xyxy=(409,1013,923,1039)
election-intro2: ಸದರಿ ಚುನಾವಣಾ ವೇಳಾಪಟ್ಟಿಯು ಈ ಕೆಳಗಿನಂತೆ ಇರತಕ್ಕದೆಂದೂ ನೋಟೀಸು ನೀಡಲಾಗಿದೆ. xyxy=(423,1557,664,1568)
schedule-when: ದಿನಾಂಕ : 01–09–2025 ಬೆಳಿಗ್ಗೆ 11.00 ಗಂಟೆಗೆ xyxy=(674,1759,925,1792)
schedule-item: ರಿಟರ್ನಿಂಗ್ ಅಧಿಕಾರಿಯಿಂದ ನಾಮಪತ್ರಗಳು ಪರಿಶೀಲನೆ (ನಿಯಮ 5ಜಿ) xyxy=(440,1607,674,1627)
city: ಬೆಂಗಳೂರು xyxy=(566,137,637,154)
lede: ರಾಜ್ಯದಲ್ಲಿ ಆಡಳಿತದಲ್ಲಿರುವ ಕಾಂಗ್ರೆಸ್ ಸರಕಾರ ಕುರುಬ, ಕಬ್ಬಲಿಗ, ಕೋಲಿ xyxy=(37,1895,258,1907)
notice-title xyxy=(951,992,1478,1058)
basava-phone: 9980553750 xyxy=(300,312,360,323)
signature-line: ಸಹಿ/- xyxy=(769,1956,786,1967)
host-photo xyxy=(1346,747,1477,963)
agenda-title: ಸಭೆಯಲ್ಲಿ ಚರ್ಚಿಸತಕ್ಕ ವಿಷಯಗಳು xyxy=(609,964,723,977)
notice-aegis: (ಆರ್.ಡಿ.ಸಿ.ಸಿ. ಬ್ಯಾಂಕ್, ರಾಯಚೂರು ಇವರ ಆಶ್ರಯದಲ್ಲಿ) xyxy=(1123,1400,1323,1412)
election-notes xyxy=(406,1859,926,1947)
election-note: (ಬಿ) ನಿರ್ದೇಶಕರನ್ನು ಚುನಾಯಿಸಬೇಕಾದ ಮತಕ್ಷೇತ್ರ (ಉಪವಿಧಿಗಳಲ್ಲಿ ನಿರ್ದಿಷ್ಟಪಡಿಸಿದಂತೆ) xyxy=(406,1876,645,1887)
signature-line: ಉಪಾಧ್ಯಕ್ಷರು xyxy=(1197,1873,1233,1884)
basava-author: - ಬಸವರಾಜ ಸ್ವಾಮಿ xyxy=(277,291,360,309)
notice-note: ವಿ.ಸೂ : ಈಗಾಗಲೇ ಎಲ್ಲಾ ಸದಸ್ಯರಿಗೆ ಮಹಾ ಸಭೆಯ ಆಹ್ವಾನ ಪತ್ರಿಕೆ ಕಳುಹಿಸಲಾಗಿದೆ. ಆಹ್ವಾನ ಪತ್ರಿಕೆ ತಲುಪದೆ ಇರುವವರು ಇದನ್ನೆ ಆಹ್ವಾನ ಪತ್ರಿಕೆ ಎಂದು ಪರಿಗಣಿಸಿ ಮಹಾ ಸಭೆಗೆ ಹಾಜರಾಗಲು ಕೋರಲಾಗಿದೆ. xyxy=(951,1519,1478,1545)
handshake-icon: 🤝 xyxy=(883,846,923,884)
dateline: ಮಾನ್ವಿ, ಸೆ.19: xyxy=(473,350,524,362)
signature-line: (ಜನತಾ ಬಜಾರ್) ಬಳ್ಳಾರಿ xyxy=(1002,1903,1073,1914)
notice-note: ವಿ.ಸೂ : ಈಗಾಗಲೇ ಎಲ್ಲಾ ಸದಸ್ಯರಿಗೆ ಮಹಾ ಸಭೆಯ ಆಹ್ವಾನ ಪತ್ರಿಕೆ ಕಳುಹಿಸಲಾಗಿದೆ. ಆಹ್ವಾನ ಪತ್ರಿಕೆ ತಲುಪದೆ ಇರುವವರು ಇದನ್ನೆ ಆಹ್ವಾನ ಪತ್ರಿಕೆ ಎಂದು ಪರಿಗಣಿಸಿ ಮಹಾ ಸಭೆಗೆ ಹಾಜರಾಗಲು ಕೋರಲಾಗಿದೆ. xyxy=(951,1199,1478,1224)
signature-right: ಸಹಿ/- ಮುಖ್ಯ ಕಾರ್ಯನಿರ್ವಾಹಕರು ಪ್ರಾ.ಕೃ.ಪ.ಸ. ಸಂಘ ನಿ., ಹಿರೇದಿನ್ನಿ xyxy=(1349,1235,1437,1271)
notice-banner: ವಾರ್ಷಿಕ ಮಹಾಸಭೆಯ ನೋಟೀಸ್ xyxy=(1129,1116,1301,1141)
form-number: ನಮೂನೆ 2–ಎ xyxy=(632,1441,700,1457)
byline: ಸುದ್ದಿಮೂಲ ವಾರ್ತೆ xyxy=(48,946,109,958)
byline: ಸುದ್ದಿಮೂಲ ವಾರ್ತೆ xyxy=(48,1445,109,1457)
schedule-k: (ಐ) xyxy=(406,1813,440,1833)
basava-more-lines xyxy=(45,470,359,823)
